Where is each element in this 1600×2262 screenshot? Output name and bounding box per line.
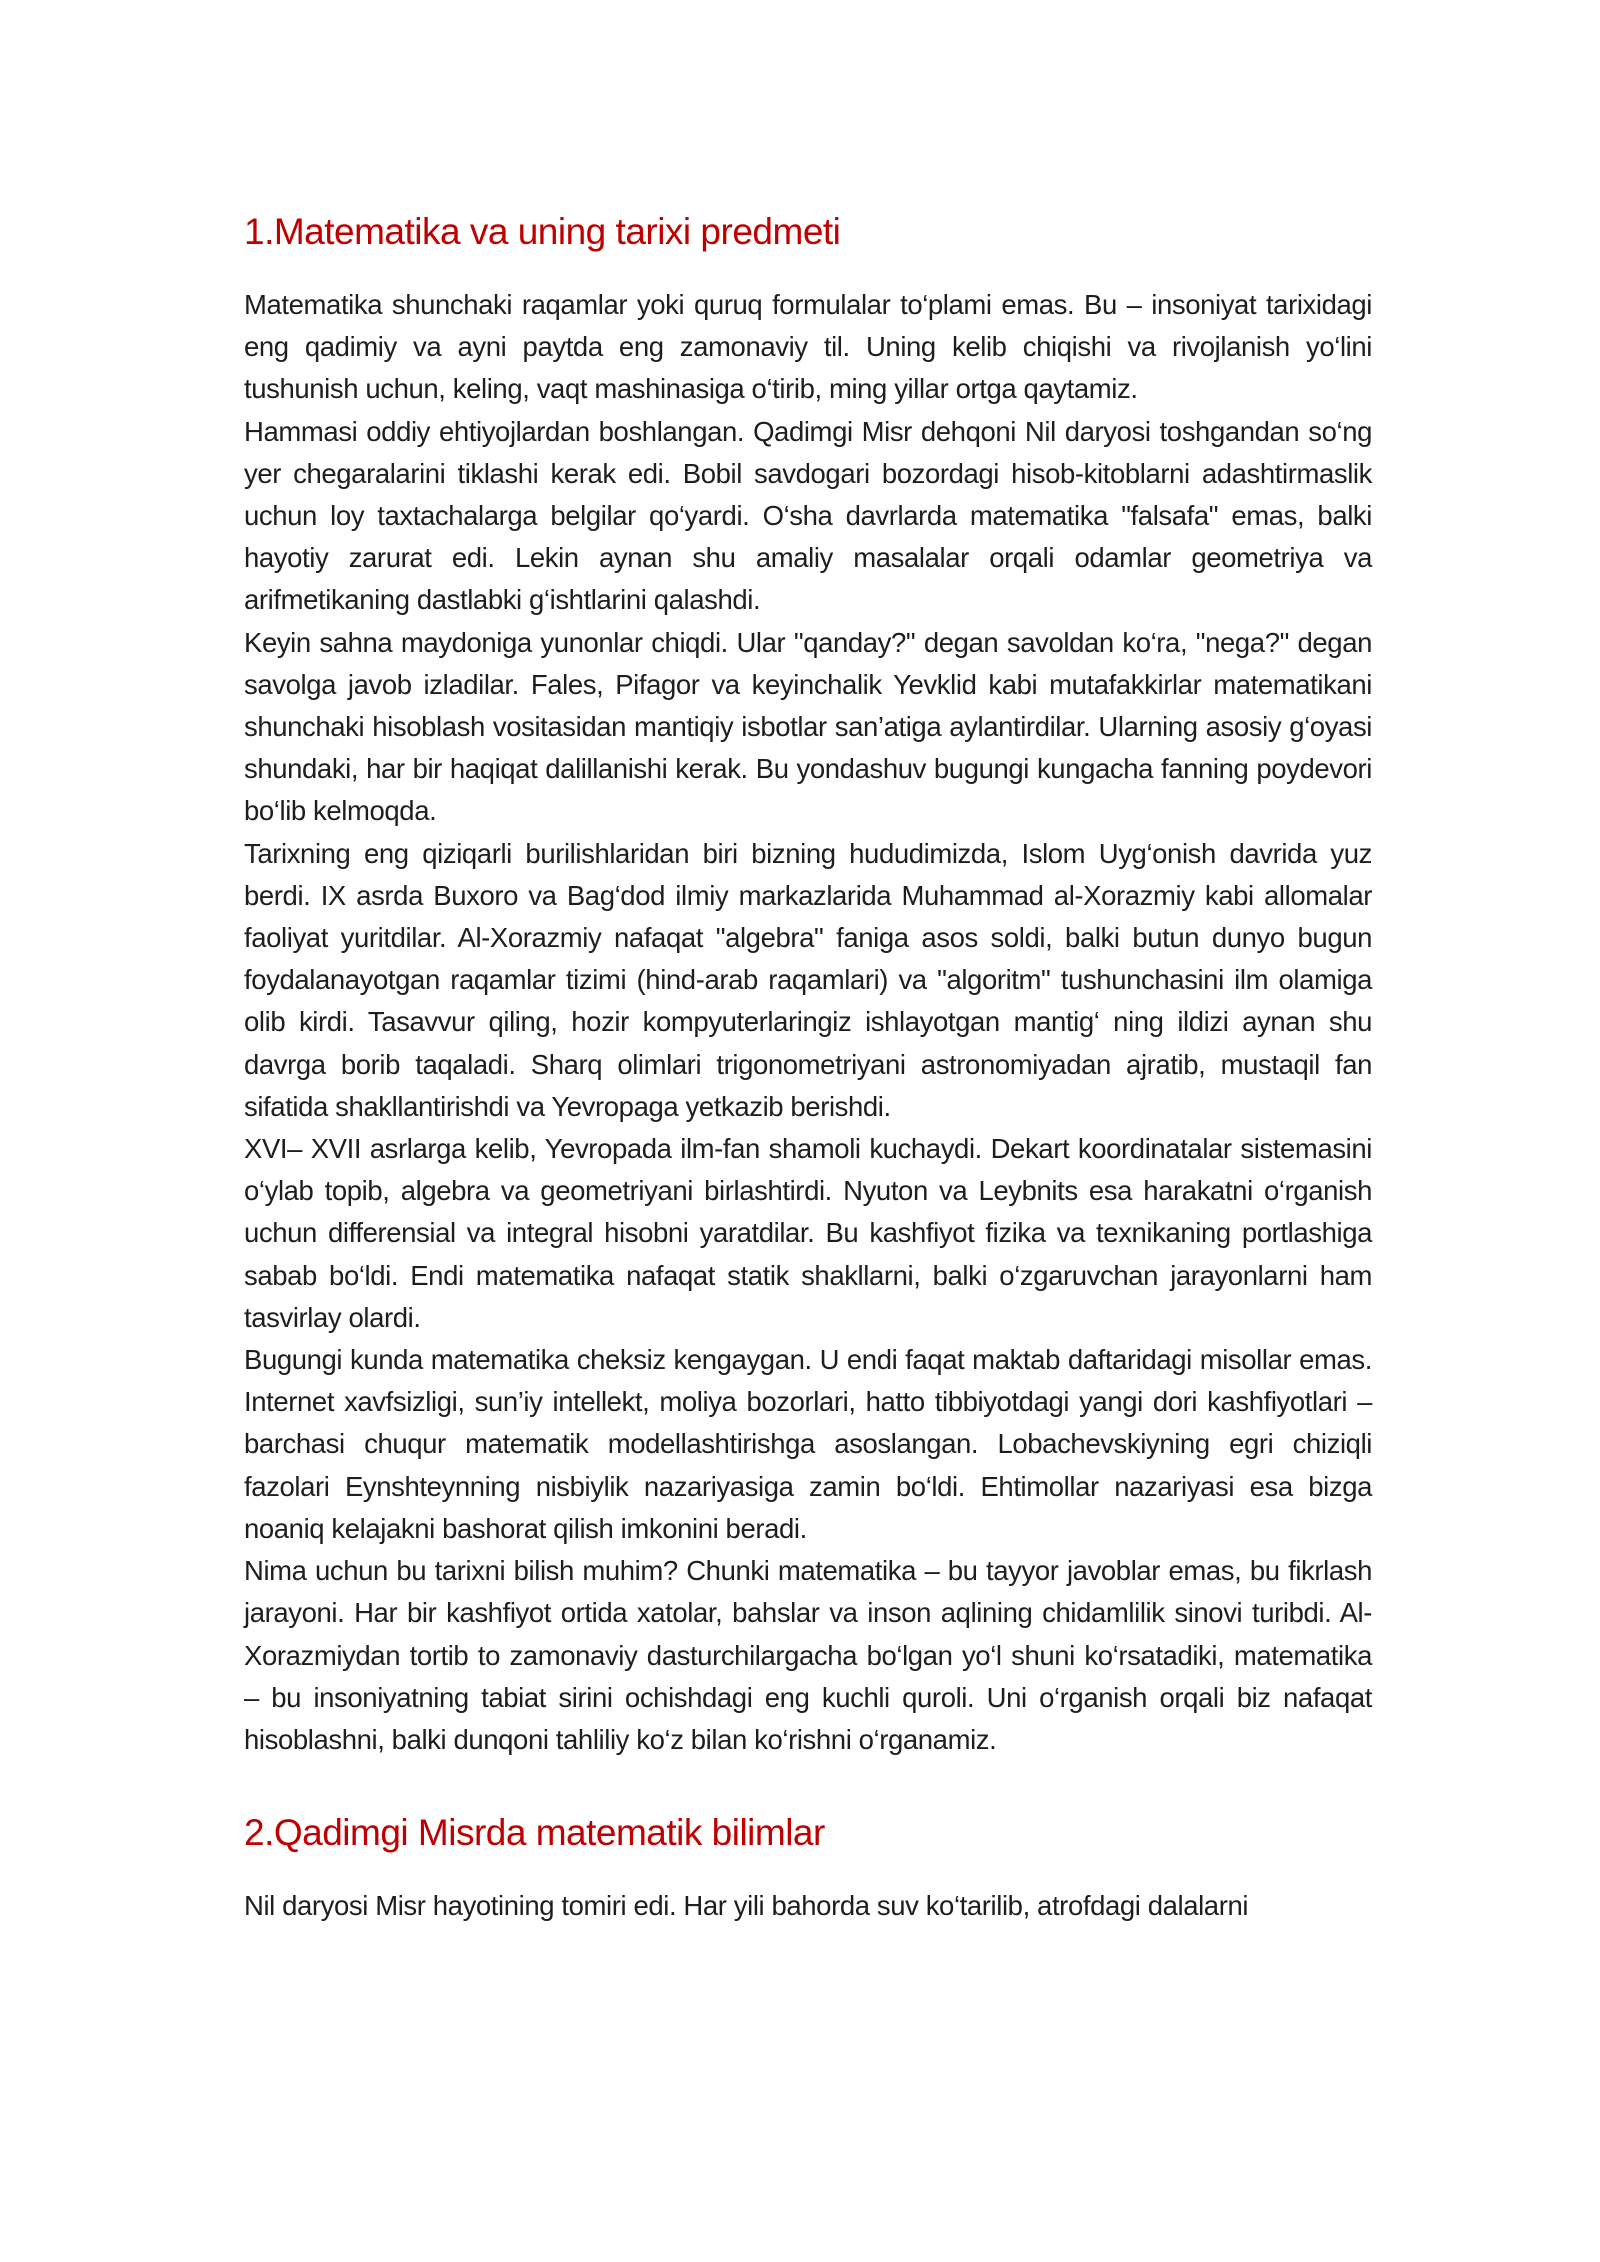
section-1-paragraph-6: Bugungi kunda matematika cheksiz kengaygan. U endi faqat maktab daftaridagi misollar emas. Internet xavfsizligi, sun’iy intellekt, moliya bozorlari, hatto tibbiyotdagi yangi dori kashfiyotlari – barchasi chuqur matematik modellashtirishga asoslangan. Lobachevskiyning egri chiziqli fazolari Eynshteynning nisbiylik nazariyasiga zamin bo‘ldi. Ehtimollar nazariyasi esa bizga noaniq kelajakni bashorat qilish imkonini beradi. [244,1344,1372,1544]
section-2-paragraph-1: Nil daryosi Misr hayotining tomiri edi. Har yili bahorda suv ko‘tarilib, atrofdagi dalalarni [244,1890,1249,1922]
section-1-paragraph-3: Keyin sahna maydoniga yunonlar chiqdi. Ular "qanday?" degan savoldan ko‘ra, "nega?" degan savolga javob izladilar. Fales, Pifagor va keyinchalik Yevklid kabi mutafakkirlar matematikani shunchaki hisoblash vositasidan mantiqiy isbotlar san’atiga aylantirdilar. Ularning asosiy g‘oyasi shundaki, har bir haqiqat dalillanishi kerak. Bu yondashuv bugungi kungacha fanning poydevori bo‘lib kelmoqda. [244,626,1372,827]
section-1-paragraph-2: Hammasi oddiy ehtiyojlardan boshlangan. Qadimgi Misr dehqoni Nil daryosi toshgandan so‘ng yer chegaralarini tiklashi kerak edi. Bobil savdogari bozordagi hisob-kitoblarni adashtirmaslik uchun loy taxtachalarga belgilar qo‘yardi. O‘sha davrlarda matematika "falsafa" emas, balki hayotiy zarurat edi. Lekin aynan shu amaliy masalalar orqali odamlar geometriya va arifmetikaning dastlabki g‘ishtlarini qalashdi. [244,415,1372,616]
section-2-heading: 2.Qadimgi Misrda matematik bilimlar [244,1812,825,1854]
section-1-paragraph-5: XVI– XVII asrlarga kelib, Yevropada ilm-fan shamoli kuchaydi. Dekart koordinatalar sistemasini o‘ylab topib, algebra va geometriyani birlashtirdi. Nyuton va Leybnits esa harakatni o‘rganish uchun differensial va integral hisobni yaratdilar. Bu kashfiyot fizika va texnikaning portlashiga sabab bo‘ldi. Endi matematika nafaqat statik shakllarni, balki o‘zgaruvchan jarayonlarni ham tasvirlay olardi. [244,1133,1372,1333]
section-1-paragraph-4: Tarixning eng qiziqarli burilishlaridan biri bizning hududimizda, Islom Uyg‘onish davrida yuz berdi. IX asrda Buxoro va Bag‘dod ilmiy markazlarida Muhammad al-Xorazmiy kabi allomalar faoliyat yuritdilar. Al-Xorazmiy nafaqat "algebra" faniga asos soldi, balki butun dunyo bugun foydalanayotgan raqamlar tizimi (hind-arab raqamlari) va "algoritm" tushunchasini ilm olamiga olib kirdi. Tasavvur qiling, hozir kompyuterlaringiz ishlayotgan mantig‘ ning ildizi aynan shu davrga borib taqaladi. Sharq olimlari trigonometriyani astronomiyadan ajratib, mustaqil fan sifatida shakllantirishdi va Yevropaga yetkazib berishdi. [244,837,1372,1122]
section-1-heading: 1.Matematika va uning tarixi predmeti [244,211,841,252]
section-1-paragraph-7: Nima uchun bu tarixni bilish muhim? Chunki matematika – bu tayyor javoblar emas, bu fikrlash jarayoni. Har bir kashfiyot ortida xatolar, bahslar va inson aqlining chidamlilik sinovi turibdi. Al-Xorazmiydan tortib to zamonaviy dasturchilargacha bo‘lgan yo‘l shuni ko‘rsatadiki, matematika – bu insoniyatning tabiat sirini ochishdagi eng kuchli quroli. Uni o‘rganish orqali biz nafaqat hisoblashni, balki dunqoni tahliliy ko‘z bilan ko‘rishni o‘rganamiz. [244,1555,1372,1755]
section-1-paragraph-1: Matematika shunchaki raqamlar yoki quruq formulalar to‘plami emas. Bu – insoniyat tarixidagi eng qadimiy va ayni paytda eng zamonaviy til. Uning kelib chiqishi va rivojlanish yo‘lini tushunish uchun, keling, vaqt mashinasiga o‘tirib, ming yillar ortga qaytamiz. [244,289,1372,405]
document-content [244,206,1372,1927]
